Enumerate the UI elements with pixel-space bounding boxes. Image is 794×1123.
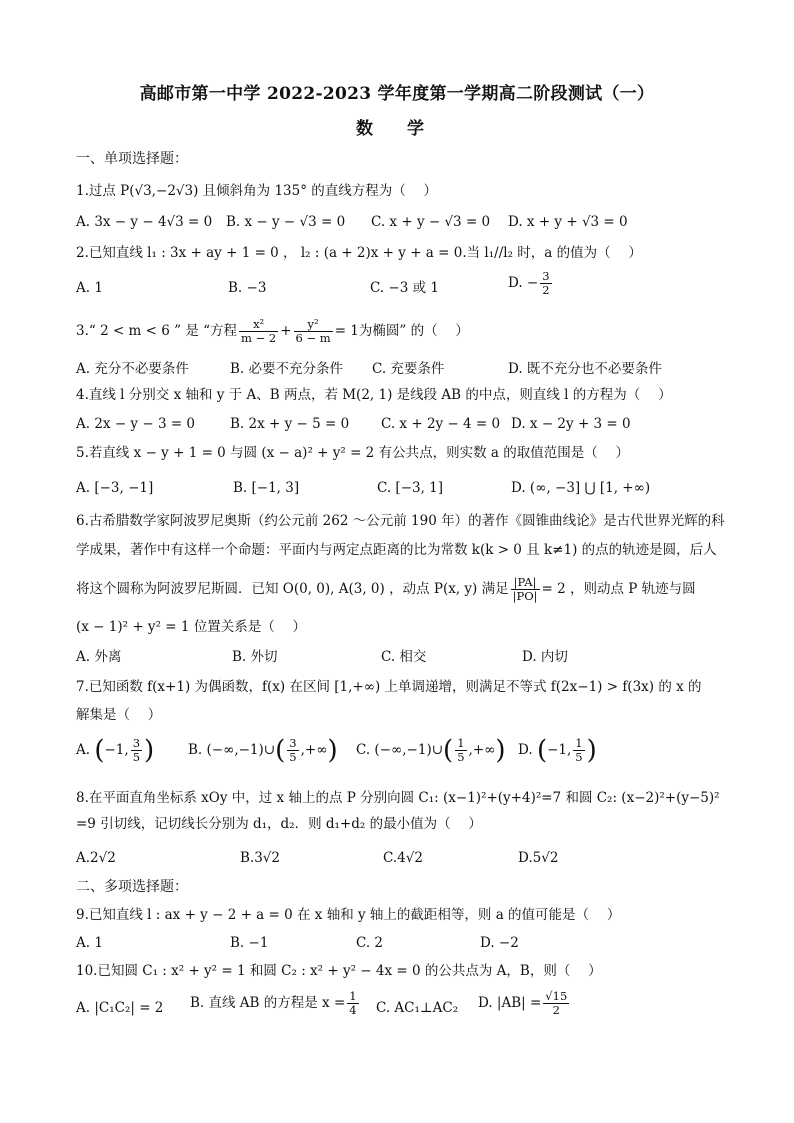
q8-option-c: C.4√2: [383, 850, 423, 866]
q6-ratio-numerator: |PA|: [511, 576, 540, 590]
q3-plus: +: [280, 323, 292, 339]
q7-a-fraction: [131, 737, 142, 764]
question-6-line-1: 6.古希腊数学家阿波罗尼奥斯（约公元前 262 ～公元前 190 年）的著作《圆锥曲线论》是古代世界光辉的科: [76, 513, 725, 529]
q7-b-fraction: [287, 737, 298, 764]
q7-c-rparen: ): [495, 735, 506, 766]
question-4-stem: 4.直线 l 分别交 x 轴和 y 于 A、B 两点，若 M(2, 1) 是线段 AB 的中点，则直线 l 的方程为（ ）: [76, 387, 672, 403]
q7-a-denominator: 5: [132, 750, 141, 764]
q6-ratio-fraction: [511, 576, 540, 603]
q3-f1-numerator: x²: [239, 318, 278, 332]
q1-option-d: D. x + y + √3 = 0: [508, 214, 628, 230]
q1-option-b: B. x − y − √3 = 0: [226, 214, 346, 230]
question-5-stem: 5.若直线 x − y + 1 = 0 与圆 (x − a)² + y² = 2 有公共点，则实数 a 的取值范围是（ ）: [76, 445, 629, 461]
exam-subject: 数 学: [356, 119, 438, 139]
q10-b-prefix: B. 直线 AB 的方程是 x =: [190, 995, 346, 1011]
q7-b-prefix: B. (−∞,−1)∪: [188, 742, 276, 758]
question-3-stem: [76, 318, 469, 345]
q8-option-d: D.5√2: [518, 850, 559, 866]
question-6-line-4: (x − 1)² + y² = 1 位置关系是（ ）: [76, 619, 307, 635]
q7-c-fraction: [455, 737, 466, 764]
q2-d-numerator: 3: [542, 269, 550, 283]
q6-ratio-denominator: |PO|: [512, 589, 538, 603]
q1-option-a: A. 3x − y − 4√3 = 0: [76, 214, 213, 230]
q9-option-b: B. −1: [230, 935, 269, 951]
q7-option-c: [356, 737, 506, 764]
q7-a-rparen: ): [144, 735, 155, 766]
q7-d-denominator: 5: [575, 750, 583, 764]
q10-option-d: [478, 990, 571, 1017]
q2-option-c: C. −3 或 1: [370, 280, 440, 296]
section-multi-choice: 二、多项选择题：: [76, 879, 188, 895]
q5-option-c: C. [−3, 1]: [377, 480, 444, 496]
q5-option-b: B. [−1, 3]: [233, 480, 300, 496]
question-2-stem: 2.已知直线 l₁ : 3x + ay + 1 = 0 ， l₂ : (a + 2)x + y + a = 0.当 l₁//l₂ 时，a 的值为（ ）: [76, 245, 642, 261]
q7-a-label: A.: [76, 742, 91, 758]
q10-d-numerator: √15: [545, 989, 568, 1003]
q10-b-denominator: 4: [349, 1003, 357, 1017]
q3-f2-numerator: y²: [294, 318, 333, 332]
q7-c-postfix: ,+∞: [468, 742, 496, 758]
q6-line-3-text-a: 将这个圆称为阿波罗尼斯圆．已知 O(0, 0), A(3, 0) ，动点 P(x, y) 满足: [76, 581, 509, 597]
q7-a-numerator: 3: [132, 736, 141, 750]
q8-option-a: A.2√2: [76, 850, 116, 866]
q7-d-rparen: ): [586, 735, 597, 766]
q7-b-numerator: 3: [289, 736, 297, 750]
q3-f2-denominator: 6 − m: [295, 331, 331, 345]
q7-option-d: [518, 737, 597, 764]
q7-c-denominator: 5: [457, 750, 465, 764]
q9-option-c: C. 2: [356, 935, 384, 951]
q1-option-c: C. x + y − √3 = 0: [371, 214, 491, 230]
q10-d-prefix: D. |AB| =: [478, 995, 542, 1011]
q5-option-a: A. [−3, −1]: [76, 480, 154, 496]
question-8-line-1: 8.在平面直角坐标系 xOy 中，过 x 轴上的点 P 分别向圆 C₁: (x−1)²+(y+4)²=7 和圆 C₂: (x−2)²+(y−5)²: [76, 790, 720, 806]
question-7-line-2: 解集是（ ）: [76, 707, 162, 723]
q7-d-inner: −1,: [547, 742, 572, 758]
q10-d-denominator: 2: [552, 1003, 560, 1017]
q3-option-b: B. 必要不充分条件: [230, 361, 344, 377]
q6-option-a: A. 外离: [76, 649, 122, 665]
question-6-line-2: 学成果，著作中有这样一个命题：平面内与两定点距离的比为常数 k(k > 0 且 k≠1) 的点的轨迹是圆，后人: [76, 542, 717, 558]
q7-d-numerator: 1: [575, 736, 583, 750]
q7-option-a: [76, 737, 154, 764]
q7-a-lparen: (: [94, 735, 105, 766]
q6-option-c: C. 相交: [381, 649, 427, 665]
q3-f1-denominator: m − 2: [241, 331, 277, 345]
q10-option-b: [190, 990, 361, 1017]
q10-option-c: C. AC₁⊥AC₂: [376, 1000, 459, 1016]
q7-option-b: [188, 737, 338, 764]
q7-c-lparen: (: [443, 735, 454, 766]
q3-option-a: A. 充分不必要条件: [76, 361, 189, 377]
q3-option-c: C. 充要条件: [372, 361, 445, 377]
q2-option-b: B. −3: [228, 280, 267, 296]
q7-b-postfix: ,+∞: [300, 742, 328, 758]
q10-d-fraction: [543, 990, 569, 1017]
q8-option-b: B.3√2: [240, 850, 280, 866]
q10-b-numerator: 1: [349, 989, 357, 1003]
q7-b-rparen: ): [327, 735, 338, 766]
q2-option-a: A. 1: [76, 280, 103, 296]
q7-d-lparen: (: [536, 735, 548, 766]
section-single-choice: 一、单项选择题：: [76, 151, 188, 167]
exam-title: 高邮市第一中学 2022-2023 学年度第一学期高二阶段测试（一）: [139, 84, 655, 104]
q3-fraction-2: [294, 318, 333, 345]
question-6-line-3: [76, 576, 696, 603]
q10-option-a: A. |C₁C₂| = 2: [76, 1000, 164, 1016]
question-7-line-1: 7.已知函数 f(x+1) 为偶函数，f(x) 在区间 [1,+∞) 上单调递增，则满足不等式 f(2x−1) > f(3x) 的 x 的: [76, 679, 702, 695]
q4-option-b: B. 2x + y − 5 = 0: [230, 416, 350, 432]
q5-option-d: D. (∞, −3] ⋃ [1, +∞): [511, 480, 651, 496]
q3-fraction-1: [239, 318, 278, 345]
question-10-stem: 10.已知圆 C₁ : x² + y² = 1 和圆 C₂ : x² + y² − 4x = 0 的公共点为 A，B，则（ ）: [76, 963, 602, 979]
q7-d-fraction: [573, 737, 584, 764]
q2-d-denominator: 2: [542, 283, 550, 297]
q7-c-numerator: 1: [457, 736, 465, 750]
q7-c-prefix: C. (−∞,−1)∪: [356, 742, 444, 758]
q7-d-label: D.: [518, 742, 533, 758]
q4-option-a: A. 2x − y − 3 = 0: [76, 416, 196, 432]
question-8-line-2: =9 引切线，记切线长分别为 d₁，d₂．则 d₁+d₂ 的最小值为（ ）: [76, 816, 482, 832]
q10-b-fraction: [347, 990, 358, 1017]
q4-option-d: D. x − 2y + 3 = 0: [511, 416, 631, 432]
q3-option-d: D. 既不充分也不必要条件: [508, 361, 662, 377]
q6-line-3-text-b: = 2 ，则动点 P 轨迹与圆: [541, 581, 696, 597]
question-1-stem: 1.过点 P(√3,−2√3) 且倾斜角为 135° 的直线方程为（ ）: [76, 183, 438, 199]
q9-option-a: A. 1: [76, 935, 103, 951]
question-9-stem: 9.已知直线 l : ax + y − 2 + a = 0 在 x 轴和 y 轴上的截距相等，则 a 的值可能是（ ）: [76, 907, 621, 923]
q2-option-d-prefix: D. −: [508, 275, 539, 291]
q6-option-b: B. 外切: [232, 649, 278, 665]
q7-b-denominator: 5: [289, 750, 297, 764]
q7-a-inner: −1,: [104, 742, 129, 758]
q3-text-1: 3.“ 2 < m < 6 ” 是 “方程: [76, 323, 238, 339]
q7-b-lparen: (: [275, 735, 286, 766]
q3-text-2: = 1为椭圆” 的（ ）: [334, 323, 469, 339]
q2-option-d-fraction: [540, 270, 551, 297]
q2-option-d: [508, 270, 554, 297]
q4-option-c: C. x + 2y − 4 = 0: [381, 416, 501, 432]
q9-option-d: D. −2: [480, 935, 519, 951]
q6-option-d: D. 内切: [522, 649, 568, 665]
